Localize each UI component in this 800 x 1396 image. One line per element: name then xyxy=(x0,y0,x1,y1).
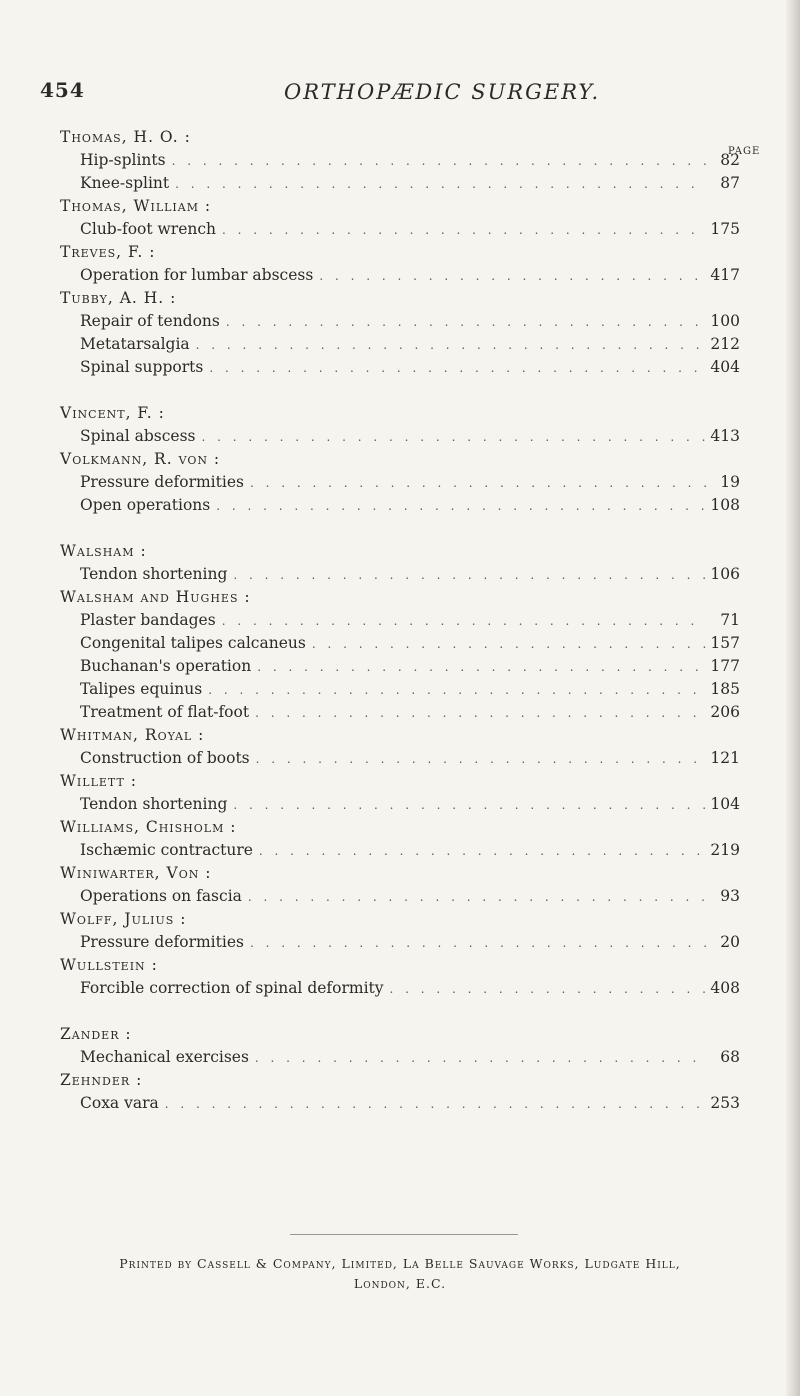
dot-leader xyxy=(175,173,706,196)
entry-title: Tendon shortening xyxy=(80,565,228,583)
author-index xyxy=(60,126,740,1115)
index-entry xyxy=(60,425,740,448)
author-heading: Vincent, F. : xyxy=(60,404,165,422)
author-heading: Volkmann, R. von : xyxy=(60,450,221,468)
entry-title: Pressure deformities xyxy=(80,933,244,951)
entry-page-number: 185 xyxy=(710,680,740,698)
entry-title: Congenital talipes calcaneus xyxy=(80,634,306,652)
entry-page-number: 71 xyxy=(720,611,740,629)
imprint-line-2: London, E.C. xyxy=(353,1276,447,1291)
index-entry xyxy=(60,609,740,632)
entry-page-number: 408 xyxy=(710,979,740,997)
index-entry xyxy=(60,632,740,655)
index-entry xyxy=(60,839,740,862)
running-head: ORTHOPÆDIC SURGERY. xyxy=(284,80,601,104)
author-heading: Thomas, William : xyxy=(60,197,212,215)
dot-leader xyxy=(259,840,706,863)
entry-title: Open operations xyxy=(80,496,211,514)
entry-title: Operation for lumbar abscess xyxy=(80,266,314,284)
index-entry xyxy=(60,747,740,770)
entry-page-number: 253 xyxy=(710,1094,740,1112)
dot-leader xyxy=(196,334,706,357)
entry-title: Pressure deformities xyxy=(80,473,244,491)
entry-page-number: 93 xyxy=(720,887,740,905)
index-entry xyxy=(60,356,740,379)
group-gap xyxy=(60,517,740,540)
dot-leader xyxy=(202,426,707,449)
page-column-label: PAGE xyxy=(728,146,761,157)
entry-page-number: 219 xyxy=(710,841,740,859)
author-heading: Tubby, A. H. : xyxy=(60,289,177,307)
dot-leader xyxy=(216,495,706,518)
page-header xyxy=(40,74,640,114)
page-number: 454 xyxy=(40,78,85,102)
dot-leader xyxy=(257,656,706,679)
author-heading: Wolff, Julius : xyxy=(60,910,187,928)
dot-leader xyxy=(255,702,706,725)
entry-page-number: 206 xyxy=(710,703,740,721)
dot-leader xyxy=(172,150,706,173)
entry-page-number: 104 xyxy=(710,795,740,813)
author-heading: Walsham and Hughes : xyxy=(60,588,251,606)
index-entry xyxy=(60,655,740,678)
dot-leader xyxy=(165,1093,706,1116)
index-entry xyxy=(60,793,740,816)
entry-title: Tendon shortening xyxy=(80,795,228,813)
entry-title: Spinal supports xyxy=(80,358,204,376)
index-entry xyxy=(60,333,740,356)
author-heading: Zander : xyxy=(60,1025,132,1043)
entry-page-number: 106 xyxy=(710,565,740,583)
entry-page-number: 121 xyxy=(710,749,740,767)
dot-leader xyxy=(312,633,706,656)
entry-title: Treatment of flat-foot xyxy=(80,703,250,721)
author-heading: Whitman, Royal : xyxy=(60,726,205,744)
dot-leader xyxy=(250,932,706,955)
entry-page-number: 175 xyxy=(710,220,740,238)
index-entry xyxy=(60,494,740,517)
page-edge xyxy=(786,0,800,1396)
dot-leader xyxy=(255,1047,706,1070)
dot-leader xyxy=(209,357,706,380)
dot-leader xyxy=(319,265,706,288)
index-entry xyxy=(60,264,740,287)
index-entry xyxy=(60,977,740,1000)
index-entry xyxy=(60,471,740,494)
entry-title: Coxa vara xyxy=(80,1094,159,1112)
dot-leader xyxy=(248,886,706,909)
author-heading: Zehnder : xyxy=(60,1071,143,1089)
entry-page-number: 68 xyxy=(720,1048,740,1066)
dot-leader xyxy=(233,794,706,817)
index-entry xyxy=(60,1046,740,1069)
author-heading: Walsham : xyxy=(60,542,147,560)
index-entry xyxy=(60,149,740,172)
entry-page-number: 100 xyxy=(710,312,740,330)
index-entry xyxy=(60,1092,740,1115)
entry-page-number: 108 xyxy=(710,496,740,514)
index-entry xyxy=(60,885,740,908)
author-heading: Wullstein : xyxy=(60,956,158,974)
dot-leader xyxy=(208,679,706,702)
index-entry xyxy=(60,931,740,954)
index-entry xyxy=(60,172,740,195)
footer-rule xyxy=(290,1234,518,1235)
group-gap xyxy=(60,1000,740,1023)
imprint-line-1: Printed by Cassell & Company, Limited, La Belle Sauvage Works, Ludgate Hill, xyxy=(119,1256,681,1271)
entry-title: Club-foot wrench xyxy=(80,220,217,238)
author-heading: Thomas, H. O. : xyxy=(60,128,191,146)
entry-page-number: 87 xyxy=(720,174,740,192)
dot-leader xyxy=(226,311,706,334)
entry-page-number: 82 xyxy=(720,151,740,169)
printer-imprint xyxy=(40,1254,760,1294)
dot-leader xyxy=(390,978,706,1001)
dot-leader xyxy=(250,472,706,495)
group-gap xyxy=(60,379,740,402)
entry-title: Metatarsalgia xyxy=(80,335,190,353)
entry-title: Operations on fascia xyxy=(80,887,242,905)
author-heading: Williams, Chisholm : xyxy=(60,818,237,836)
entry-page-number: 413 xyxy=(710,427,740,445)
entry-page-number: 20 xyxy=(720,933,740,951)
index-entry xyxy=(60,563,740,586)
index-entry xyxy=(60,678,740,701)
entry-title: Buchanan's operation xyxy=(80,657,252,675)
dot-leader xyxy=(222,610,706,633)
entry-page-number: 19 xyxy=(720,473,740,491)
entry-title: Plaster bandages xyxy=(80,611,216,629)
dot-leader xyxy=(256,748,706,771)
entry-page-number: 404 xyxy=(710,358,740,376)
entry-page-number: 157 xyxy=(710,634,740,652)
entry-title: Ischæmic contracture xyxy=(80,841,253,859)
entry-page-number: 212 xyxy=(710,335,740,353)
author-heading: Willett : xyxy=(60,772,137,790)
author-heading: Winiwarter, Von : xyxy=(60,864,212,882)
index-entry xyxy=(60,218,740,241)
entry-page-number: 417 xyxy=(710,266,740,284)
entry-page-number: 177 xyxy=(710,657,740,675)
index-entry xyxy=(60,310,740,333)
entry-title: Talipes equinus xyxy=(80,680,203,698)
index-entry xyxy=(60,701,740,724)
entry-title: Hip-splints xyxy=(80,151,166,169)
entry-title: Forcible correction of spinal deformity xyxy=(80,979,384,997)
author-heading: Treves, F. : xyxy=(60,243,156,261)
entry-title: Construction of boots xyxy=(80,749,250,767)
dot-leader xyxy=(233,564,706,587)
entry-title: Repair of tendons xyxy=(80,312,220,330)
entry-title: Knee-splint xyxy=(80,174,170,192)
entry-title: Mechanical exercises xyxy=(80,1048,249,1066)
dot-leader xyxy=(222,219,706,242)
entry-title: Spinal abscess xyxy=(80,427,196,445)
